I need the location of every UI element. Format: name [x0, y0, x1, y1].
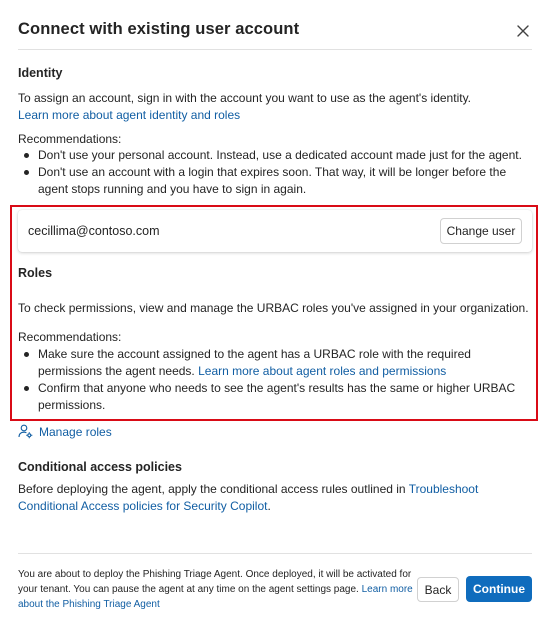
user-email: cecillima@contoso.com [28, 224, 160, 238]
continue-button[interactable]: Continue [466, 576, 532, 602]
identity-recommendations-label: Recommendations: [18, 132, 122, 146]
list-item: Don't use an account with a login that expires soon. That way, it will be longer before the agent stops running and you have to sign in again. [22, 164, 536, 198]
person-settings-icon [18, 424, 33, 439]
conditional-description [18, 481, 532, 515]
roles-description: To check permissions, view and manage the URBAC roles you've assigned in your organization. [18, 301, 529, 315]
back-button[interactable]: Back [417, 577, 459, 602]
roles-rec1-text: Make sure the account assigned to the agent has a URBAC role with the required permissions the agent needs. [38, 347, 471, 378]
conditional-heading: Conditional access policies [18, 460, 182, 474]
roles-heading: Roles [18, 266, 53, 280]
user-card [18, 210, 532, 252]
dialog-title: Connect with existing user account [18, 20, 300, 38]
roles-recommendations-label: Recommendations: [18, 330, 122, 344]
roles-recommendations-list [22, 346, 536, 414]
identity-heading: Identity [18, 66, 63, 80]
list-item: Don't use your personal account. Instead, use a dedicated account made just for the agent. [22, 147, 536, 164]
footer-description: You are about to deploy the Phishing Triage Agent. Once deployed, it will be activated for your tenant. You can pause the agent at any time on the agent settings page. [18, 569, 412, 595]
footer-text [18, 567, 418, 612]
identity-recommendations-list [22, 147, 536, 198]
phishing-triage-learn-more-link[interactable]: Learn more about the Phishing Triage Agent [18, 584, 413, 610]
change-user-button[interactable]: Change user [440, 218, 522, 244]
troubleshoot-conditional-access-link[interactable]: Troubleshoot Conditional Access policies for Security Copilot [18, 482, 479, 513]
conditional-suffix: . [267, 499, 271, 513]
close-button[interactable] [514, 22, 532, 40]
manage-roles-label: Manage roles [39, 424, 112, 439]
footer-divider [18, 553, 532, 554]
manage-roles-link[interactable] [18, 424, 112, 439]
close-icon [514, 22, 532, 40]
header-divider [18, 49, 532, 50]
roles-learn-more-link[interactable]: Learn more about agent roles and permissions [198, 364, 447, 378]
identity-learn-more-link[interactable]: Learn more about agent identity and roles [18, 108, 241, 122]
conditional-description-text: Before deploying the agent, apply the conditional access rules outlined in [18, 482, 406, 496]
identity-description [18, 90, 532, 124]
list-item [22, 346, 536, 380]
list-item: Confirm that anyone who needs to see the agent's results has the same or higher URBAC permissions. [22, 380, 536, 414]
identity-description-text: To assign an account, sign in with the account you want to use as the agent's identity. [18, 91, 472, 105]
